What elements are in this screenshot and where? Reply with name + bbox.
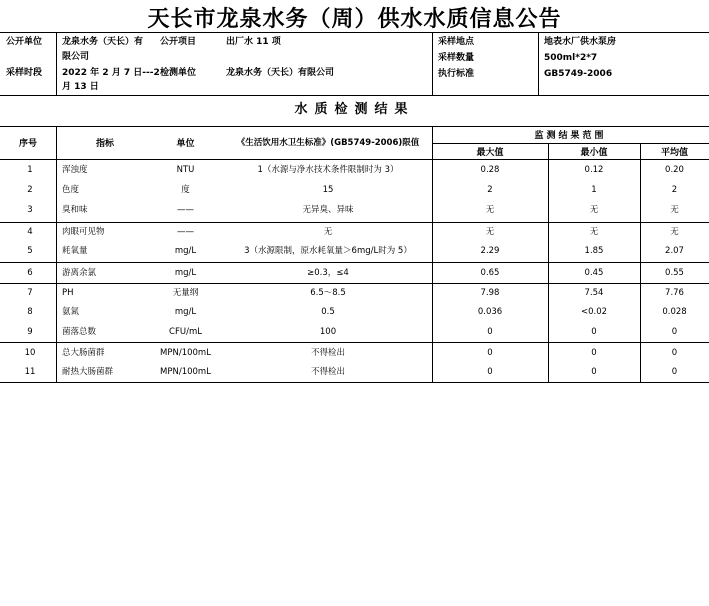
cell-min: 0.45 <box>584 268 604 278</box>
cell-max: 2.29 <box>480 246 500 256</box>
cell-no: 11 <box>24 367 36 377</box>
cell-limit: 0.5 <box>321 307 335 317</box>
standard-value: GB5749-2006 <box>544 69 613 79</box>
cell-avg: 7.76 <box>665 288 684 298</box>
cell-unit: mg/L <box>174 268 197 278</box>
table-row <box>0 160 709 180</box>
cell-indicator: 耗氧量 <box>62 246 88 256</box>
section-title: 水质检测结果 <box>294 102 415 117</box>
cell-limit: 100 <box>319 327 337 337</box>
cell-unit: 度 <box>181 185 190 195</box>
cell-avg: 0.55 <box>665 268 684 278</box>
cell-unit: MPN/100mL <box>160 348 211 358</box>
cell-avg: 0.028 <box>662 307 687 317</box>
cell-avg: 0 <box>671 367 678 377</box>
cell-limit: 6.5～8.5 <box>310 288 346 298</box>
cell-no: 9 <box>27 327 33 337</box>
table-row <box>0 362 709 382</box>
cell-max: 7.98 <box>480 288 500 298</box>
cell-limit: 无 <box>323 227 333 237</box>
table-row <box>0 283 709 303</box>
cell-unit: mg/L <box>174 307 197 317</box>
cell-indicator: 臭和味 <box>62 205 88 215</box>
table-row <box>0 322 709 342</box>
sample-site-value: 地表水厂供水泵房 <box>544 37 617 47</box>
cell-min: 0.12 <box>584 165 604 175</box>
sample-qty-value: 500ml*2*7 <box>544 53 598 63</box>
cell-max: 0.28 <box>480 165 500 175</box>
cell-unit: —— <box>177 205 194 215</box>
sample-site-label: 采样地点 <box>438 37 475 47</box>
cell-min: 无 <box>589 205 599 215</box>
table-row <box>0 222 709 242</box>
cell-unit: 无量纲 <box>172 288 199 298</box>
cell-indicator: 肉眼可见物 <box>62 227 105 237</box>
test-unit-label: 检测单位 <box>160 68 197 78</box>
cell-no: 5 <box>27 246 33 256</box>
cell-indicator: 菌落总数 <box>62 327 97 337</box>
results-table <box>0 126 709 383</box>
info-panel <box>0 32 709 96</box>
cell-unit: MPN/100mL <box>160 367 211 377</box>
cell-min: 1 <box>591 185 597 195</box>
disclosure-item-value: 出厂水 11 项 <box>226 37 281 47</box>
header-unit: 单位 <box>176 139 195 149</box>
cell-indicator: 游离余氯 <box>62 268 97 278</box>
cell-avg: 2 <box>671 185 678 195</box>
header-avg: 平均值 <box>660 148 688 158</box>
cell-max: 2 <box>487 185 493 195</box>
cell-max: 0.036 <box>477 307 503 317</box>
sample-qty-label: 采样数量 <box>438 53 475 63</box>
table-row <box>0 302 709 322</box>
cell-avg: 0 <box>671 348 678 358</box>
cell-no: 7 <box>27 288 33 298</box>
cell-max: 0 <box>487 367 493 377</box>
header-indicator: 指标 <box>95 139 114 149</box>
cell-max: 无 <box>485 205 495 215</box>
cell-max: 0 <box>487 327 493 337</box>
cell-no: 8 <box>27 307 33 317</box>
standard-label: 执行标准 <box>438 69 475 79</box>
sample-period-value-line2: 月 13 日 <box>62 82 99 92</box>
table-row <box>0 263 709 283</box>
cell-avg: 无 <box>670 227 679 237</box>
cell-min: <0.02 <box>580 307 608 317</box>
cell-limit: 无异臭、异味 <box>302 205 354 215</box>
disclosure-item-label: 公开项目 <box>160 37 197 47</box>
cell-unit: NTU <box>176 165 195 175</box>
cell-limit: ≥0.3，≤4 <box>307 268 349 278</box>
disclosure-unit-value-line2: 限公司 <box>62 52 90 62</box>
cell-indicator: 氨氮 <box>62 307 80 317</box>
cell-unit: —— <box>177 227 194 237</box>
sample-period-value-line1: 2022 年 2 月 7 日---2 <box>62 68 160 78</box>
table-row <box>0 343 709 363</box>
table-row <box>0 200 709 220</box>
header-no: 序号 <box>18 139 37 149</box>
cell-min: 1.85 <box>584 246 604 256</box>
cell-no: 4 <box>27 227 33 237</box>
cell-no: 1 <box>27 165 33 175</box>
header-min: 最小值 <box>580 148 608 158</box>
cell-limit: 不得检出 <box>310 367 345 377</box>
cell-indicator: 总大肠菌群 <box>62 348 105 358</box>
cell-min: 0 <box>591 348 597 358</box>
cell-no: 10 <box>24 348 36 358</box>
header-max: 最大值 <box>476 148 504 158</box>
sample-period-label: 采样时段 <box>6 68 43 78</box>
cell-limit: 15 <box>322 185 334 195</box>
cell-max: 0.65 <box>480 268 500 278</box>
cell-max: 无 <box>485 227 495 237</box>
cell-indicator: PH <box>62 288 74 298</box>
cell-avg: 2.07 <box>665 246 684 256</box>
disclosure-unit-value-line1: 龙泉水务（天长）有 <box>62 37 144 47</box>
cell-no: 3 <box>27 205 33 215</box>
cell-min: 7.54 <box>584 288 604 298</box>
header-range: 监测结果范围 <box>534 131 607 141</box>
cell-indicator: 浑浊度 <box>62 165 88 175</box>
cell-limit: 3（水源限制，原水耗氧量＞6mg/L时为 5） <box>244 246 412 256</box>
cell-unit: CFU/mL <box>169 327 202 337</box>
cell-limit: 不得检出 <box>310 348 345 358</box>
cell-avg: 0 <box>671 327 678 337</box>
table-row <box>0 180 709 200</box>
cell-avg: 0.20 <box>665 165 684 175</box>
cell-no: 6 <box>27 268 33 278</box>
cell-indicator: 耐热大肠菌群 <box>62 367 114 377</box>
cell-min: 0 <box>591 367 597 377</box>
test-unit-value: 龙泉水务（天长）有限公司 <box>226 68 335 78</box>
cell-indicator: 色度 <box>62 185 80 195</box>
cell-min: 0 <box>591 327 597 337</box>
cell-max: 0 <box>487 348 493 358</box>
cell-limit: 1（水源与净水技术条件限制时为 3） <box>257 165 399 175</box>
cell-unit: mg/L <box>174 246 197 256</box>
cell-no: 2 <box>27 185 33 195</box>
cell-min: 无 <box>589 227 599 237</box>
cell-avg: 无 <box>670 205 679 215</box>
table-row <box>0 241 709 261</box>
page-title: 天长市龙泉水务（周）供水水质信息公告 <box>147 6 562 32</box>
disclosure-unit-label: 公开单位 <box>6 37 43 47</box>
header-limit: 《生活饮用水卫生标准》(GB5749-2006)限值 <box>236 138 420 148</box>
